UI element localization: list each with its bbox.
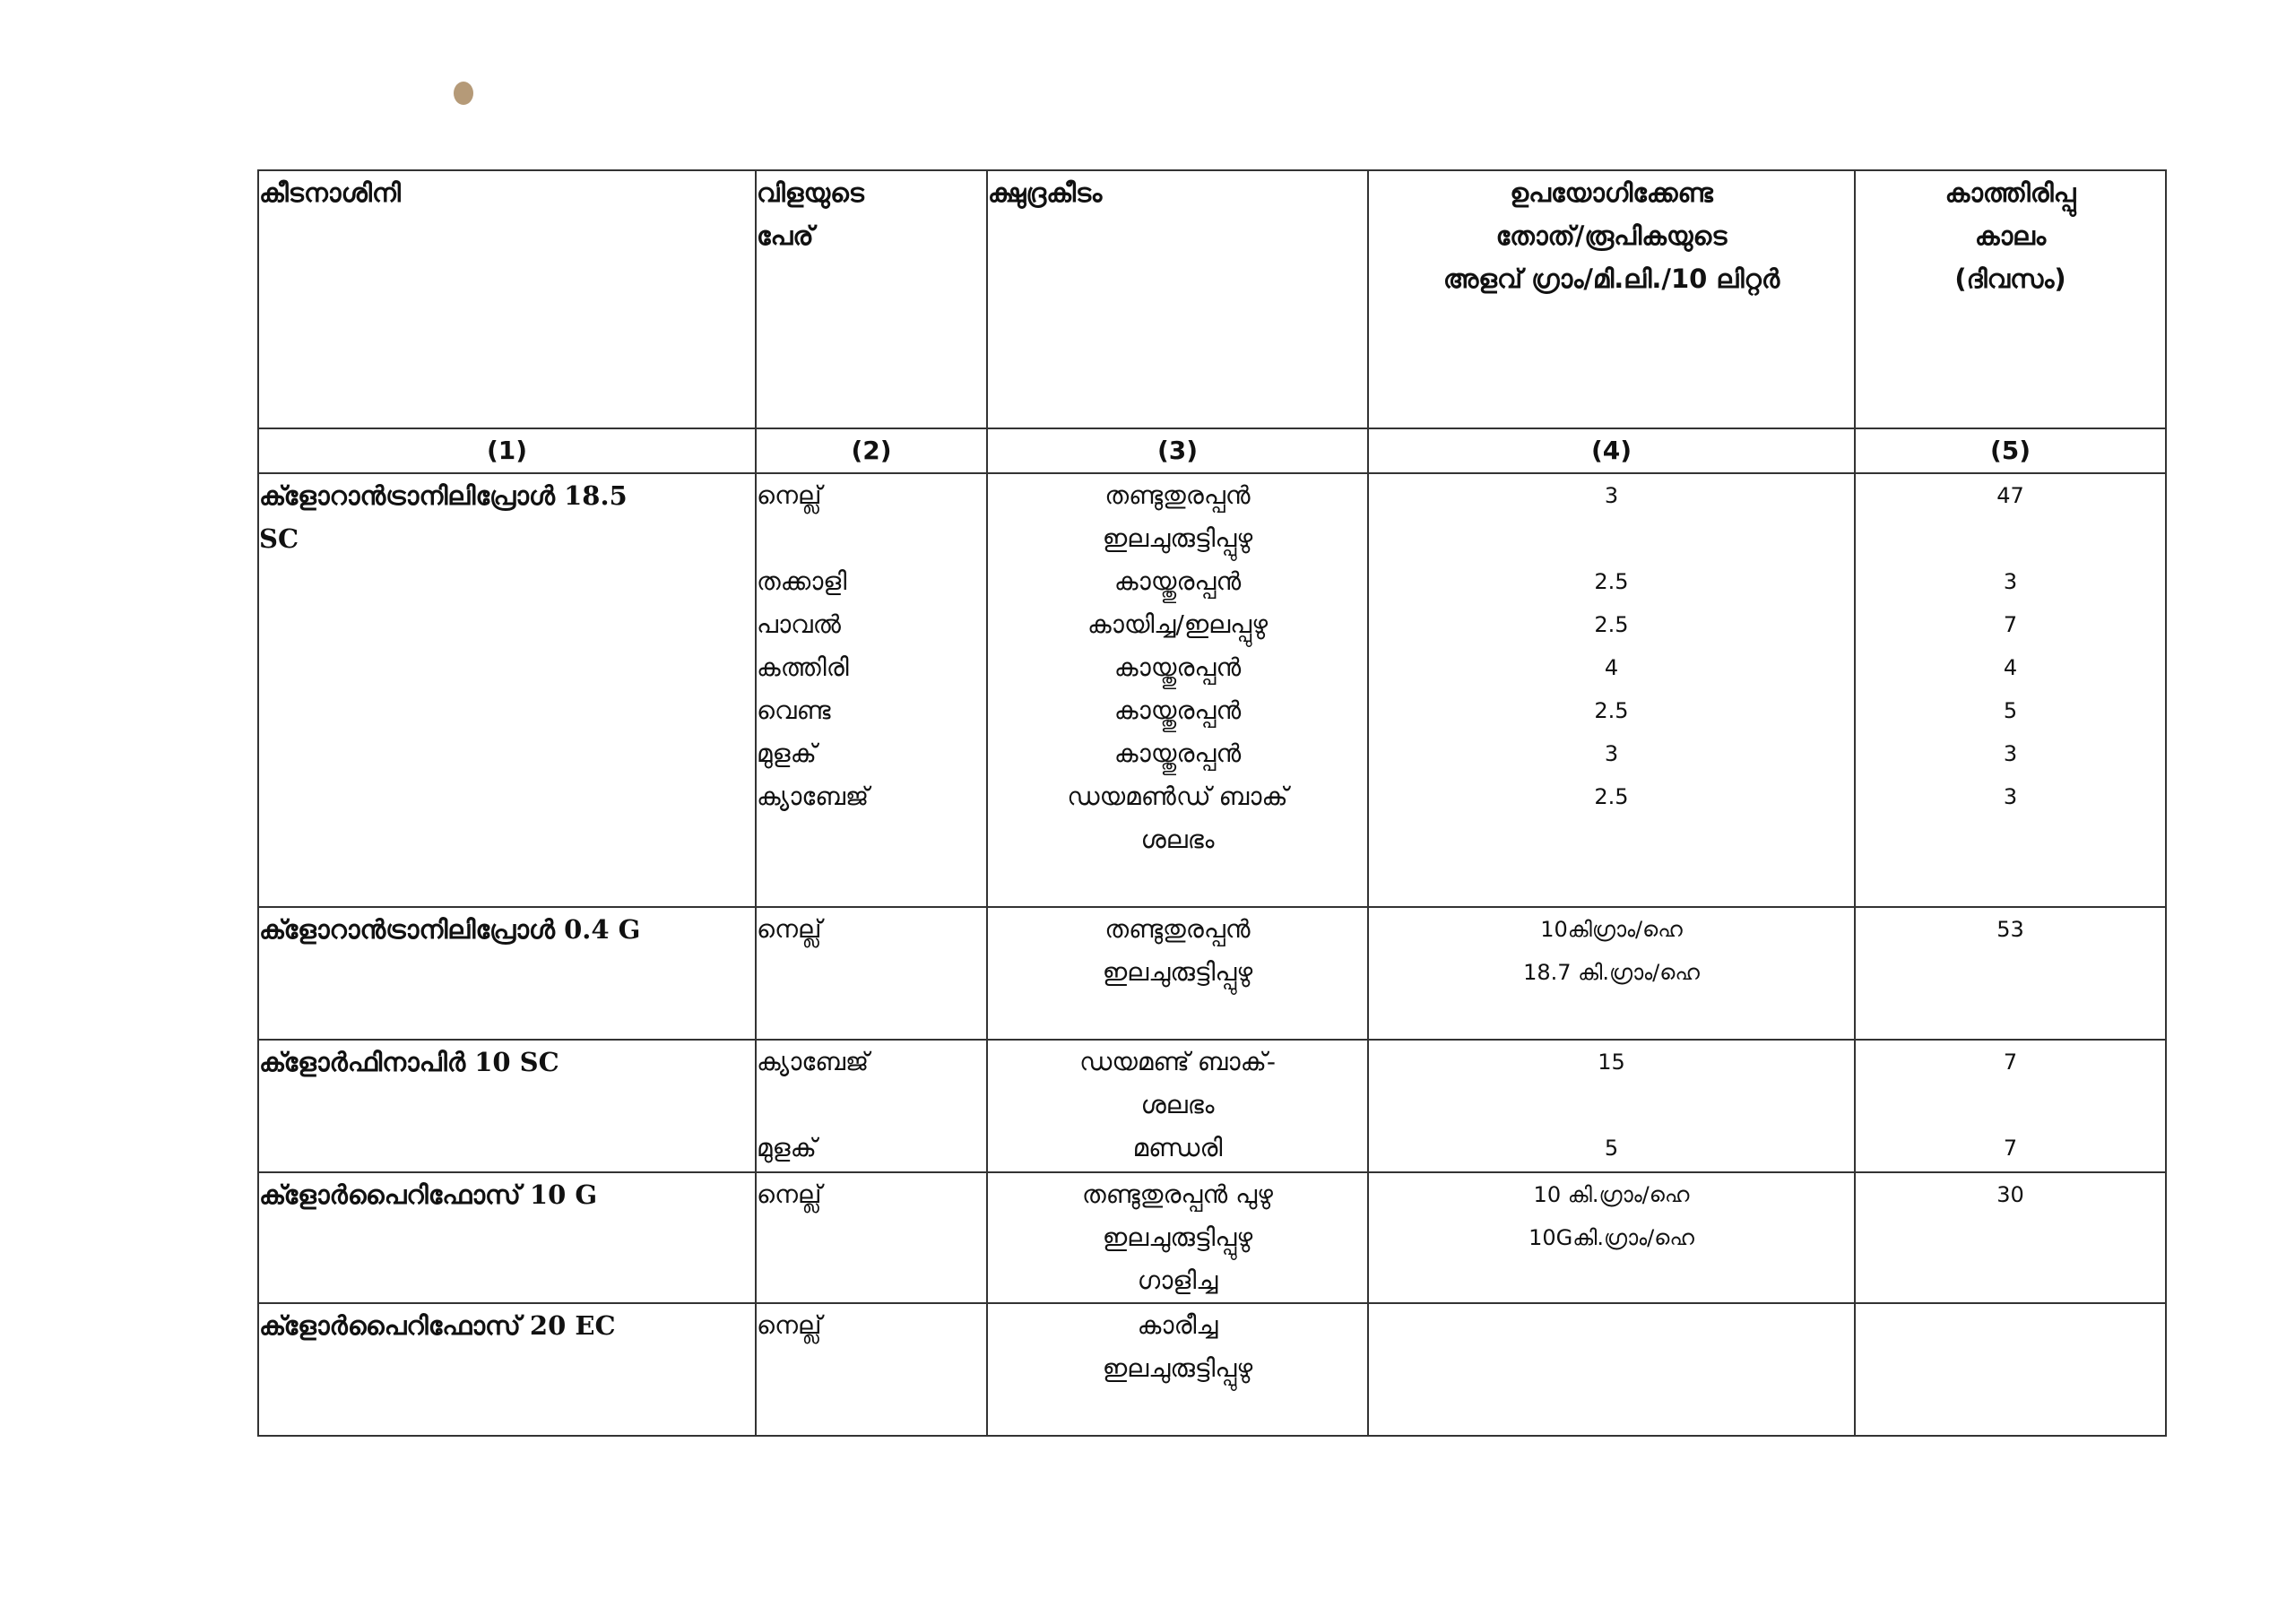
cell-line: 7: [2003, 1050, 2018, 1075]
header-line: വിളയുടെ: [757, 177, 864, 208]
cell-line: [1369, 818, 1854, 861]
pesticide-cell: [258, 1040, 756, 1172]
cell-line: [1856, 1084, 2165, 1127]
cell-line: 3: [1604, 741, 1619, 766]
column-number: (3): [987, 428, 1368, 473]
table-row: [258, 1303, 2166, 1436]
cell-line: 47: [1996, 483, 2024, 508]
cell-line: 10Gകി.ഗ്രാം/ഹെ: [1529, 1225, 1694, 1250]
cell-line: 5: [1604, 1136, 1619, 1161]
cell-line: 3: [2003, 741, 2018, 766]
cell-line: നെല്ല്: [757, 480, 822, 510]
pest-cell: [987, 1040, 1368, 1172]
cell-line: ഗാളിച്ച: [1137, 1266, 1218, 1295]
table-row: [258, 1172, 2166, 1303]
crop-cell: [756, 1040, 987, 1172]
cell-line: [1369, 1304, 1854, 1347]
cell-line: മുളക്: [757, 1133, 817, 1162]
column-number: (4): [1368, 428, 1855, 473]
cell-line: മണ്ഡരി: [1132, 1133, 1223, 1162]
cell-line: തണ്ടുതുരപ്പൻ: [1104, 914, 1251, 944]
header-line: കാത്തിരിപ്പു: [1944, 177, 2076, 208]
cell-line: 3: [2003, 784, 2018, 809]
cell-line: [1369, 1259, 1854, 1302]
cell-line: [1856, 818, 2165, 861]
waiting-period-cell: [1855, 1040, 2166, 1172]
cell-line: പാവൽ: [757, 609, 841, 639]
cell-line: SC: [259, 523, 299, 554]
header-dosage: [1368, 170, 1855, 428]
table-row: [258, 1040, 2166, 1172]
waiting-period-cell: [1855, 907, 2166, 1040]
table-row: [258, 473, 2166, 907]
cell-line: 2.5: [1594, 698, 1629, 723]
waiting-period-cell: [1855, 1172, 2166, 1303]
cell-line: നെല്ല്: [757, 914, 822, 944]
cell-line: [1369, 1084, 1854, 1127]
header-row: [258, 170, 2166, 428]
cell-line: കത്തിരി: [757, 652, 849, 682]
pesticide-cell: [258, 907, 756, 1040]
cell-line: 3: [2003, 569, 2018, 594]
cell-line: [757, 951, 986, 994]
cell-line: കായ്തുരപ്പൻ: [1113, 652, 1242, 682]
cell-line: തക്കാളി: [757, 566, 847, 596]
header-line: അളവ് ഗ്രാം/മി.ലി./10 ലിറ്റർ: [1442, 263, 1780, 294]
cell-line: 15: [1598, 1050, 1625, 1075]
cell-line: [757, 1259, 986, 1302]
cell-line: നെല്ല്: [757, 1310, 822, 1340]
dosage-cell: [1368, 1040, 1855, 1172]
pesticide-cell: [258, 1172, 756, 1303]
cell-line: 18.7 കി.ഗ്രാം/ഹെ: [1523, 960, 1700, 985]
cell-line: വെണ്ട: [757, 695, 831, 725]
cell-line: കായ്തുരപ്പൻ: [1113, 739, 1242, 768]
cell-line: കാരീച്ച: [1137, 1310, 1218, 1340]
cell-line: ഇലചുരുട്ടിപ്പുഴു: [1102, 523, 1253, 553]
cell-line: കായ്തുരപ്പൻ: [1113, 695, 1242, 725]
cell-line: 30: [1996, 1182, 2024, 1207]
cell-line: 7: [2003, 1136, 2018, 1161]
header-line: ക്ഷുദ്രകീടം: [988, 177, 1103, 208]
cell-line: [1856, 1304, 2165, 1347]
cell-line: [1369, 517, 1854, 560]
crop-cell: [756, 1303, 987, 1436]
pesticide-cell: [258, 1303, 756, 1436]
header-line: ഉപയോഗിക്കേണ്ട: [1510, 177, 1713, 208]
cell-line: [757, 818, 986, 861]
cell-line: [1856, 951, 2165, 994]
cell-line: 10 കി.ഗ്രാം/ഹെ: [1533, 1182, 1690, 1207]
cell-line: കായിച്ച/ഇലപ്പുഴു: [1087, 609, 1269, 639]
column-number-row: [258, 428, 2166, 473]
cell-line: ഡയമൺഡ് ബാക്: [1067, 782, 1288, 811]
cell-line: നെല്ല്: [757, 1179, 822, 1209]
waiting-period-cell: [1855, 473, 2166, 907]
cell-line: 3: [1604, 483, 1619, 508]
dosage-cell: [1368, 473, 1855, 907]
table-body: [258, 473, 2166, 1436]
cell-line: ക്യാബേജ്: [757, 782, 870, 811]
pesticide-cell: [258, 473, 756, 907]
pest-cell: [987, 1172, 1368, 1303]
crop-cell: [756, 907, 987, 1040]
cell-line: 10കിഗ്രാം/ഹെ: [1540, 917, 1683, 942]
cell-line: ക്യാബേജ്: [757, 1047, 870, 1076]
cell-line: ഡയമണ്ട് ബാക്-: [1079, 1047, 1276, 1076]
header-pesticide: [258, 170, 756, 428]
column-number: (5): [1855, 428, 2166, 473]
column-number: (1): [258, 428, 756, 473]
cell-line: [757, 517, 986, 560]
cell-line: 7: [2003, 612, 2018, 637]
cell-line: [1856, 1347, 2165, 1390]
cell-line: 2.5: [1594, 612, 1629, 637]
cell-line: തണ്ടുതുരപ്പൻ പുഴു: [1082, 1179, 1273, 1209]
dosage-cell: [1368, 907, 1855, 1040]
header-line: കീടനാശിനി: [259, 177, 401, 208]
cell-line: ശലഭം: [1140, 825, 1215, 854]
dosage-cell: [1368, 1303, 1855, 1436]
pest-cell: [987, 1303, 1368, 1436]
cell-line: [1856, 517, 2165, 560]
cell-line: [757, 1347, 986, 1390]
cell-line: ഇലചുരുട്ടിപ്പുഴു: [1102, 1353, 1253, 1383]
cell-line: ക്ളോറാൻട്രാനിലിപ്രോൾ 18.5: [259, 480, 628, 511]
cell-line: ഇലചുരുട്ടിപ്പുഴു: [1102, 957, 1253, 987]
header-line: (ദിവസം): [1954, 263, 2066, 294]
cell-line: [1856, 1216, 2165, 1259]
crop-cell: [756, 1172, 987, 1303]
column-number: (2): [756, 428, 987, 473]
cell-line: ക്ളോർഫിനാപിർ 10 SC: [259, 1047, 559, 1077]
cell-line: ശലഭം: [1140, 1090, 1215, 1119]
header-waiting-period: [1855, 170, 2166, 428]
cell-line: [1369, 1347, 1854, 1390]
header-crop-name: [756, 170, 987, 428]
crop-cell: [756, 473, 987, 907]
cell-line: ക്ളോർപൈറിഫോസ് 20 EC: [259, 1310, 616, 1341]
cell-line: 2.5: [1594, 569, 1629, 594]
waiting-period-cell: [1855, 1303, 2166, 1436]
header-line: പേര്: [757, 220, 814, 251]
cell-line: [1856, 1259, 2165, 1302]
pest-cell: [987, 473, 1368, 907]
cell-line: കായ്തുരപ്പൻ: [1113, 566, 1242, 596]
cell-line: ഇലചുരുട്ടിപ്പുഴു: [1102, 1222, 1253, 1252]
header-line: കാലം: [1974, 220, 2047, 251]
cell-line: 4: [1604, 655, 1619, 680]
cell-line: 53: [1996, 917, 2024, 942]
cell-line: 4: [2003, 655, 2018, 680]
cell-line: തണ്ടുതുരപ്പൻ: [1104, 480, 1251, 510]
cell-line: ക്ളോറാൻട്രാനിലിപ്രോൾ 0.4 G: [259, 914, 641, 945]
table-row: [258, 907, 2166, 1040]
cell-line: 5: [2003, 698, 2018, 723]
pesticide-table: [257, 169, 2167, 1437]
pest-cell: [987, 907, 1368, 1040]
cell-line: മുളക്: [757, 739, 817, 768]
header-line: തോത്/രൂപികയുടെ: [1495, 220, 1728, 251]
cell-line: [757, 1216, 986, 1259]
cell-line: ക്ളോർപൈറിഫോസ് 10 G: [259, 1179, 598, 1210]
header-pest: [987, 170, 1368, 428]
dosage-cell: [1368, 1172, 1855, 1303]
paper-speck: [454, 82, 473, 105]
cell-line: [757, 1084, 986, 1127]
cell-line: 2.5: [1594, 784, 1629, 809]
